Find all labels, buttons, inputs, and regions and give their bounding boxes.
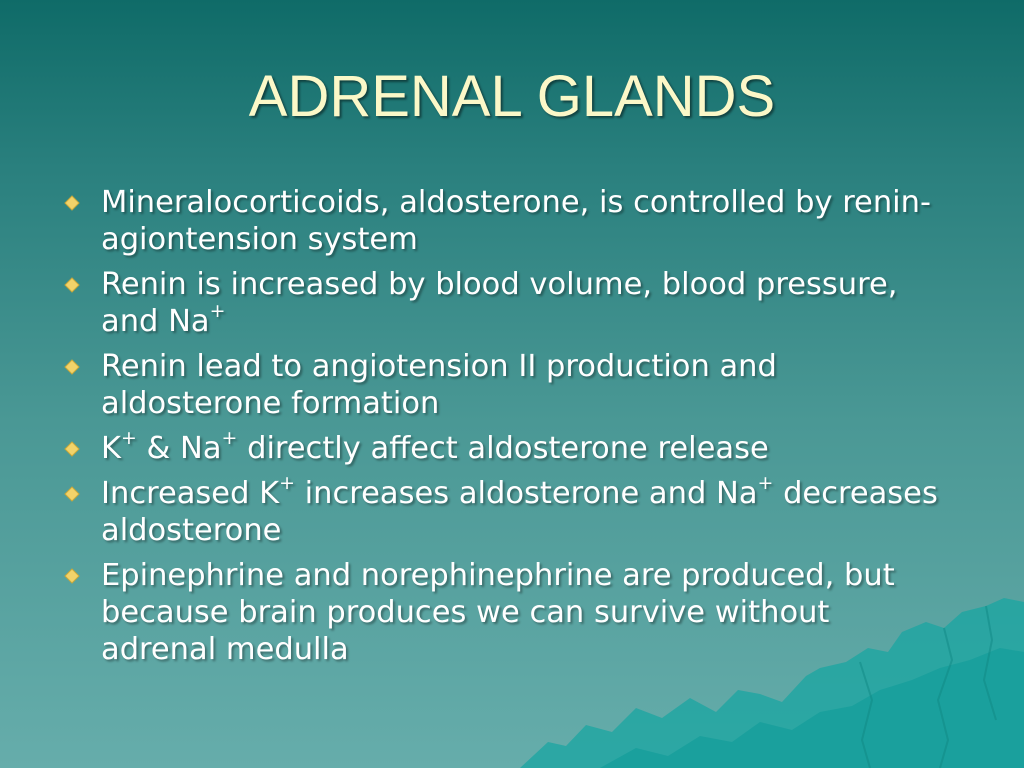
bullet-text: directly affect aldosterone release bbox=[237, 431, 769, 466]
bullet-text: decreases aldosterone bbox=[101, 476, 938, 548]
bullet-text: Mineralocorticoids, aldosterone, is controlled by renin-agiontension system bbox=[101, 185, 931, 257]
bullet-text: & Na bbox=[136, 431, 222, 466]
diamond-bullet-icon bbox=[64, 277, 80, 293]
bullet-item bbox=[64, 266, 944, 340]
diamond-bullet-icon bbox=[64, 441, 80, 457]
bullet-item bbox=[64, 426, 944, 467]
bullet-list bbox=[64, 184, 944, 676]
bullet-text: Renin is increased by blood volume, blood pressure, and Na bbox=[101, 267, 898, 339]
diamond-bullet-icon bbox=[64, 359, 80, 375]
superscript-plus: + bbox=[279, 471, 295, 494]
bullet-item bbox=[64, 557, 944, 668]
superscript-plus: + bbox=[757, 471, 774, 494]
slide-title: ADRENAL GLANDS bbox=[248, 64, 776, 129]
bullet-text: increases aldosterone and Na bbox=[294, 476, 758, 511]
superscript-plus: + bbox=[121, 426, 137, 449]
bullet-item bbox=[64, 348, 944, 422]
diamond-bullet-icon bbox=[64, 568, 80, 584]
bullet-item bbox=[64, 184, 944, 258]
superscript-plus: + bbox=[209, 299, 226, 322]
superscript-plus: + bbox=[221, 426, 238, 449]
bullet-item bbox=[64, 471, 944, 549]
diamond-bullet-icon bbox=[64, 486, 80, 502]
bullet-text: Increased K bbox=[101, 476, 280, 511]
diamond-bullet-icon bbox=[64, 195, 80, 211]
bullet-text: Renin lead to angiotension II production and aldosterone formation bbox=[101, 349, 777, 421]
bullet-text: Epinephrine and norephinephrine are produced, but because brain produces we can survive without adrenal medulla bbox=[101, 558, 895, 667]
bullet-text: K bbox=[101, 431, 122, 466]
